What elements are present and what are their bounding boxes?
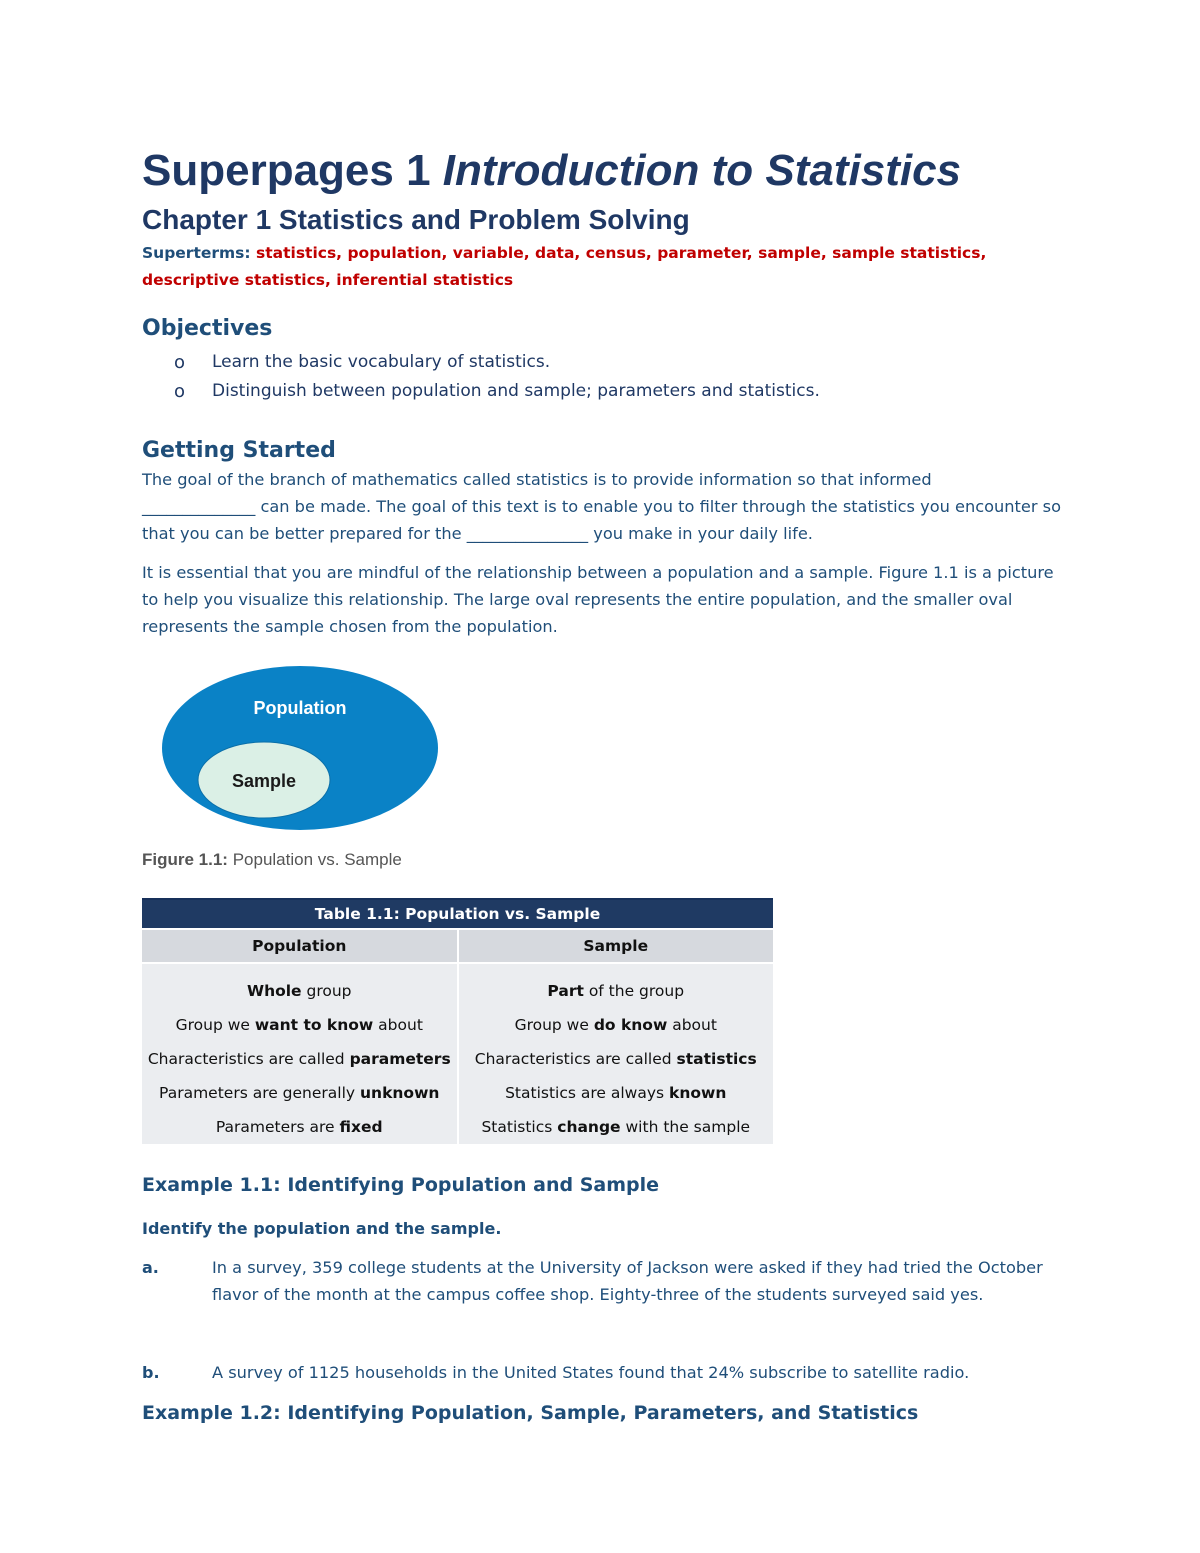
table-cell [142,1042,458,1076]
cell-emphasis: want to know [254,1016,374,1034]
page-content [142,140,1062,1428]
title-main: Superpages 1 [142,146,431,195]
cell-text: group [301,982,352,1000]
cell-text: Parameters are [215,1118,340,1136]
population-sample-figure [142,656,462,846]
table-cell [142,1008,458,1042]
getting-started-paragraph-2: It is essential that you are mindful of the relationship between a population and a sample. Figure 1.1 is a picture to help you visualize this relationship. The large oval represents the entire population, and the smaller oval represents the sample chosen from the population. [142,563,1054,636]
objective-item [142,348,1062,377]
table-cell [458,1076,774,1110]
bullet-icon: o [174,352,186,373]
title-italic: Introduction to Statistics [442,146,962,195]
getting-started-heading: Getting Started [142,438,336,463]
cell-text: Group we [514,1016,594,1034]
cell-text: Parameters are generally [159,1084,361,1102]
cell-text: Statistics [481,1118,558,1136]
cell-emphasis: known [669,1084,727,1102]
chapter-title: Chapter 1 Statistics and Problem Solving [142,204,690,235]
page-title [142,140,1062,202]
cell-text: Characteristics are called [147,1050,350,1068]
table-cell [142,963,458,1008]
cell-text: about [373,1016,423,1034]
item-text: In a survey, 359 college students at the University of Jackson were asked if they had tried the October flavor of the month at the campus coffee shop. Eighty-three of the students surveyed said yes. [212,1258,1043,1304]
objective-text: Distinguish between population and sample; parameters and statistics. [212,381,820,401]
figure-caption-label: Figure 1.1: [142,850,228,869]
objective-text: Learn the basic vocabulary of statistics. [212,352,551,372]
table-cell [458,1110,774,1144]
bullet-icon: o [174,381,186,402]
table-header-population: Population [142,929,458,963]
table-cell [458,963,774,1008]
fill-in-blank: ______________ [142,497,256,516]
objective-item [142,377,1062,406]
example-2-heading: Example 1.2: Identifying Population, Sample, Parameters, and Statistics [142,1402,919,1424]
cell-text: about [667,1016,717,1034]
sample-label: Sample [231,771,297,791]
table-header-sample: Sample [458,929,774,963]
paragraph-text: can be made. The goal of this text is to enable you to filter through the statistics you encounter so that you can be better prepared for the [142,497,1062,543]
cell-emphasis: do know [593,1016,668,1034]
paragraph-text: The goal of the branch of mathematics called statistics is to provide information so that informed [142,470,932,489]
table-cell [458,1008,774,1042]
cell-text: Statistics are always [505,1084,670,1102]
superterms-line1: statistics, population, variable, data, census, parameter, sample, sample statistics, [256,244,987,262]
objectives-list [142,348,1062,406]
cell-emphasis: statistics [676,1050,757,1068]
fill-in-blank: _______________ [466,524,589,543]
table-row [142,1008,773,1042]
example-1-instruction: Identify the population and the sample. [142,1219,502,1238]
superterms [142,240,1062,294]
superterms-label: Superterms: [142,244,251,262]
cell-text: with the sample [620,1118,751,1136]
objectives-heading: Objectives [142,316,273,341]
table-cell [142,1110,458,1144]
cell-emphasis: change [557,1118,621,1136]
superterms-line2: descriptive statistics, inferential statistics [142,271,514,289]
table-caption: Table 1.1: Population vs. Sample [142,899,773,929]
table-row [142,1076,773,1110]
cell-emphasis: parameters [349,1050,451,1068]
cell-text: Group we [175,1016,255,1034]
cell-text: of the group [583,982,685,1000]
cell-emphasis: Part [547,982,584,1000]
cell-text: Characteristics are called [474,1050,677,1068]
item-label: a. [142,1258,159,1277]
cell-emphasis: Whole [246,982,302,1000]
population-sample-table [142,898,773,1144]
figure-caption-text: Population vs. Sample [227,850,402,869]
getting-started-paragraph-1 [142,466,1062,547]
table-row [142,963,773,1008]
figure-caption [142,846,1062,874]
example-item-a [142,1254,1062,1308]
example-1-heading: Example 1.1: Identifying Population and Sample [142,1174,660,1196]
table-cell [458,1042,774,1076]
population-label: Population [253,698,347,718]
cell-emphasis: fixed [339,1118,383,1136]
table-row [142,1110,773,1144]
table-row [142,1042,773,1076]
example-item-b [142,1359,1062,1386]
paragraph-text: you make in your daily life. [588,524,813,543]
item-text: A survey of 1125 households in the United States found that 24% subscribe to satellite radio. [212,1363,970,1382]
cell-emphasis: unknown [360,1084,440,1102]
item-label: b. [142,1363,160,1382]
table-cell [142,1076,458,1110]
venn-diagram [142,656,462,836]
